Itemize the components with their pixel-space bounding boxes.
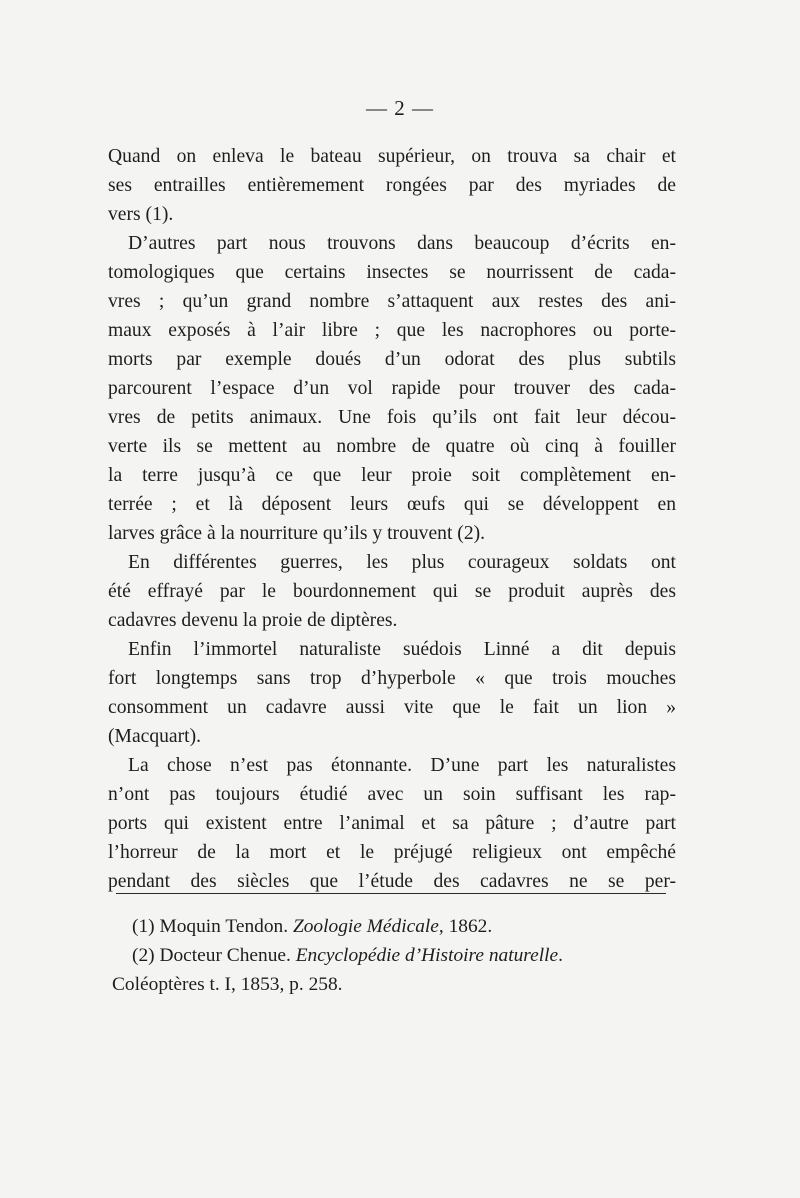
footnote-author: Docteur Chenue.: [159, 945, 296, 966]
footnote-divider: [116, 893, 666, 894]
text-line: maux exposés à l’air libre ; que les nacrophores ou porte-: [108, 320, 676, 341]
footnote-marker: (2): [132, 945, 160, 966]
text-line: tomologiques que certains insectes se nourrissent de cada-: [108, 262, 676, 283]
body-text: [108, 142, 676, 896]
text-line: Quand on enleva le bateau supérieur, on trouva sa chair et: [108, 146, 676, 167]
text-line: Enfin l’immortel naturaliste suédois Linné a dit depuis: [128, 639, 676, 660]
text-line: consomment un cadavre aussi vite que le fait un lion »: [108, 697, 676, 718]
footnotes: [112, 912, 672, 999]
text-line: vers (1).: [108, 204, 174, 225]
footnote-1: [112, 912, 672, 941]
footnote-rest: .: [558, 945, 563, 966]
text-line: verte ils se mettent au nombre de quatre où cinq à fouiller: [108, 436, 676, 457]
text-line: cadavres devenu la proie de diptères.: [108, 610, 398, 631]
footnote-title: Zoologie Médicale: [292, 916, 439, 937]
text-line: terrée ; et là déposent leurs œufs qui se développent en: [108, 494, 676, 515]
text-line: pendant des siècles que l’étude des cadavres ne se per-: [108, 871, 676, 892]
text-line: l’horreur de la mort et le préjugé religieux ont empêché: [108, 842, 676, 863]
text-line: n’ont pas toujours étudié avec un soin suffisant les rap-: [108, 784, 676, 805]
text-line: La chose n’est pas étonnante. D’une part les naturalistes: [128, 755, 676, 776]
footnote-2-continuation: Coléoptères t. I, 1853, p. 258.: [112, 974, 343, 995]
footnote-author: Moquin Tendon.: [159, 916, 293, 937]
text-line: parcourent l’espace d’un vol rapide pour trouver des cada-: [108, 378, 676, 399]
text-line: vres de petits animaux. Une fois qu’ils ont fait leur décou-: [108, 407, 676, 428]
text-line: ses entrailles entièremement rongées par des myriades de: [108, 175, 676, 196]
text-line: fort longtemps sans trop d’hyperbole « que trois mouches: [108, 668, 676, 689]
footnote-rest: , 1862.: [438, 916, 493, 937]
footnote-title: Encyclopédie d’Histoire naturelle: [295, 945, 559, 966]
text-line: vres ; qu’un grand nombre s’attaquent aux restes des ani-: [108, 291, 676, 312]
footnote-marker: (1): [132, 916, 160, 937]
text-line: la terre jusqu’à ce que leur proie soit complètement en-: [108, 465, 676, 486]
page-number: — 2 —: [366, 96, 434, 120]
text-line: larves grâce à la nourriture qu’ils y trouvent (2).: [108, 523, 486, 544]
footnote-2: [112, 941, 672, 970]
text-line: ports qui existent entre l’animal et sa pâture ; d’autre part: [108, 813, 676, 834]
text-line: morts par exemple doués d’un odorat des plus subtils: [108, 349, 676, 370]
text-line: été effrayé par le bourdonnement qui se produit auprès des: [108, 581, 676, 602]
text-line: D’autres part nous trouvons dans beaucoup d’écrits en-: [128, 233, 676, 254]
text-line: (Macquart).: [108, 726, 202, 747]
text-line: En différentes guerres, les plus courageux soldats ont: [128, 552, 676, 573]
